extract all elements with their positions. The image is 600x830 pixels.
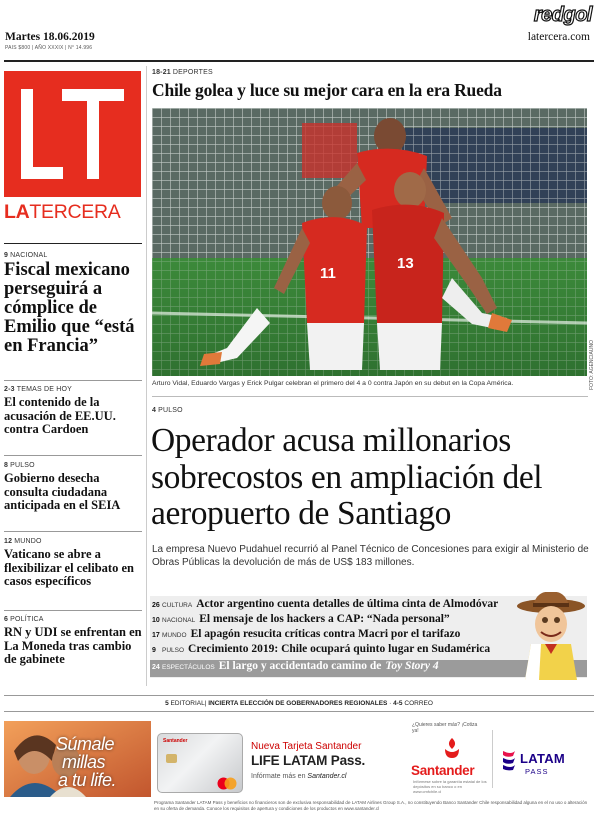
lt-logo-icon xyxy=(4,71,141,197)
card-bank-name: Santander xyxy=(163,738,188,744)
ad-legal-text: Programa Santander LATAM Pass y beneficios no financieros son de exclusiva responsabilidad de LATAM Airlines Group S.A., no constituyendo Banco Santander Chile responsabilidad alguna en el no uso o alteración en su oferta de demanda. Conoce los requisitos de apertura y condiciones de los productos en www.santander.cl xyxy=(154,800,588,811)
brief-text: Crecimiento 2019: Chile ocupará quinto lugar en Sudamérica xyxy=(188,643,491,655)
brief-item[interactable] xyxy=(152,598,498,613)
mastercard-icon xyxy=(216,777,238,790)
football-celebration-photo-icon xyxy=(152,108,587,376)
brief-page: 24 xyxy=(152,664,160,671)
story-kicker: 8 PULSO xyxy=(4,462,35,469)
jersey-number: 11 xyxy=(320,265,336,282)
ad-tagline: ¿Quieres saber más? ¡Cotiza ya! xyxy=(412,722,478,734)
logo-rule xyxy=(4,243,142,244)
latam-mark-icon xyxy=(501,749,517,771)
santander-logo: Santander xyxy=(411,763,475,778)
brief-item[interactable] xyxy=(152,613,450,628)
sidebar-divider xyxy=(4,610,142,611)
editorial-text: INCIERTA ELECCIÓN DE GOBERNADORES REGIONALES xyxy=(208,700,388,707)
masthead-logo xyxy=(4,71,141,197)
ad-divider xyxy=(492,730,493,788)
sidebar-divider xyxy=(4,380,142,381)
story-headline: Gobierno desecha consulta ciudadana anticipada en el SEIA xyxy=(4,471,121,512)
latam-logo: LATAM xyxy=(520,751,566,766)
story-headline: Fiscal mexicano perseguirá a cómplice de Emilio que “está en Francia” xyxy=(4,260,135,356)
toy-story-figure xyxy=(511,592,587,680)
brief-section: MUNDO xyxy=(162,632,187,639)
editorial-pages: 4-5 xyxy=(393,700,403,707)
editorial-page: 5 xyxy=(165,700,169,707)
lead-deck: La empresa Nuevo Pudahuel recurrió al Panel Técnico de Concesiones para exigir al Ministerio de Obras Públicas la devolución de más de US$ 183 millones. xyxy=(152,544,589,568)
story-headline: RN y UDI se enfrentan en La Moneda tras cambio de gabinete xyxy=(4,625,142,666)
sidebar-story[interactable] xyxy=(4,462,142,513)
latam-pass-label: PASS xyxy=(525,767,549,776)
issue-date: Martes 18.06.2019 xyxy=(5,31,95,43)
watermark-logo: redgol xyxy=(533,4,592,26)
story-headline: El contenido de la acusación de EE.UU. contra Cardoen xyxy=(4,395,116,436)
main-photo[interactable] xyxy=(152,108,587,376)
photo-credit: FOTO: AGENCIAUNO xyxy=(589,340,595,390)
santander-latam-ad[interactable] xyxy=(4,716,594,824)
sidebar-divider xyxy=(4,531,142,532)
brief-page: 26 xyxy=(152,602,160,609)
site-link[interactable]: latercera.com xyxy=(527,31,590,43)
story-headline: Vaticano se abre a flexibilizar el celibato en casos específicos xyxy=(4,547,134,588)
cowboy-toy-icon xyxy=(511,592,587,680)
brief-page: 10 xyxy=(152,617,160,624)
card-chip-icon xyxy=(166,754,177,763)
lead-kicker: 4 PULSO xyxy=(152,407,183,414)
brief-section: ESPECTÁCULOS xyxy=(162,664,215,671)
brief-item[interactable] xyxy=(152,660,439,675)
price-line: PAIS $800 | AÑO XXXIX | N° 14.996 xyxy=(5,45,93,51)
ad-line1: Nueva Tarjeta Santander xyxy=(251,741,362,752)
editorial-rule xyxy=(4,695,594,696)
ad-line2: LIFE LATAM Pass. xyxy=(251,753,366,768)
ad-rule xyxy=(4,711,594,712)
photo-caption: Arturo Vidal, Eduardo Vargas y Erick Pulgar celebran el primero del 4 a 0 contra Japón en su debut en la Copa América. xyxy=(152,380,514,387)
santander-flame-icon xyxy=(441,737,463,759)
ad-line3[interactable]: Infórmate más en Santander.cl xyxy=(251,773,347,780)
section-rule xyxy=(152,396,588,397)
story-kicker: 6 POLÍTICA xyxy=(4,616,44,623)
editorial-label: EDITORIAL xyxy=(170,700,205,707)
main-headline[interactable]: Chile golea y luce su mejor cara en la era Rueda xyxy=(152,80,502,100)
brief-page: 17 xyxy=(152,632,160,639)
column-divider xyxy=(146,66,147,686)
sidebar-divider xyxy=(4,455,142,456)
brief-text-italic: Toy Story 4 xyxy=(385,660,439,672)
sidebar-story[interactable] xyxy=(4,538,142,589)
brief-section: PULSO xyxy=(162,647,185,654)
brief-text: El apagón resucita críticas contra Macri por el tarifazo xyxy=(190,628,461,640)
story-kicker: 12 MUNDO xyxy=(4,538,42,545)
santander-disclaimer: Infórmese sobre la garantía estatal de los depósitos en su banco o en www.cmfchile.cl xyxy=(413,779,487,794)
masthead-wordmark: LATERCERA xyxy=(4,201,121,223)
brief-item[interactable] xyxy=(152,628,460,643)
editorial-section: CORREO xyxy=(404,700,433,707)
sidebar-story[interactable] xyxy=(4,616,142,667)
story-kicker: 2-3 TEMAS DE HOY xyxy=(4,386,73,393)
brief-section: CULTURA xyxy=(162,602,193,609)
brief-page: 9 xyxy=(152,647,156,654)
jersey-number: 13 xyxy=(397,255,414,272)
brief-text: Actor argentino cuenta detalles de última cinta de Almodóvar xyxy=(196,598,499,610)
brief-item[interactable] xyxy=(152,643,490,658)
credit-card-image xyxy=(157,733,243,793)
editorial-bar[interactable]: 5 EDITORIAL| INCIERTA ELECCIÓN DE GOBERNADORES REGIONALES · 4-5 CORREO xyxy=(165,700,433,707)
brief-text: El largo y accidentado camino de xyxy=(218,660,382,672)
brief-text: El mensaje de los hackers a CAP: “Nada personal” xyxy=(199,613,450,625)
sidebar-story[interactable] xyxy=(4,252,142,356)
sidebar-story[interactable] xyxy=(4,386,142,437)
ad-slogan: Súmale millas a tu life. xyxy=(56,734,117,790)
story-kicker: 9 NACIONAL xyxy=(4,252,48,259)
header-rule xyxy=(4,60,594,62)
lead-headline[interactable]: Operador acusa millonarios sobrecostos en ampliación del aeropuerto de Santiago xyxy=(151,422,543,532)
brief-section: NACIONAL xyxy=(162,617,196,624)
main-kicker: 18-21 DEPORTES xyxy=(152,69,213,76)
